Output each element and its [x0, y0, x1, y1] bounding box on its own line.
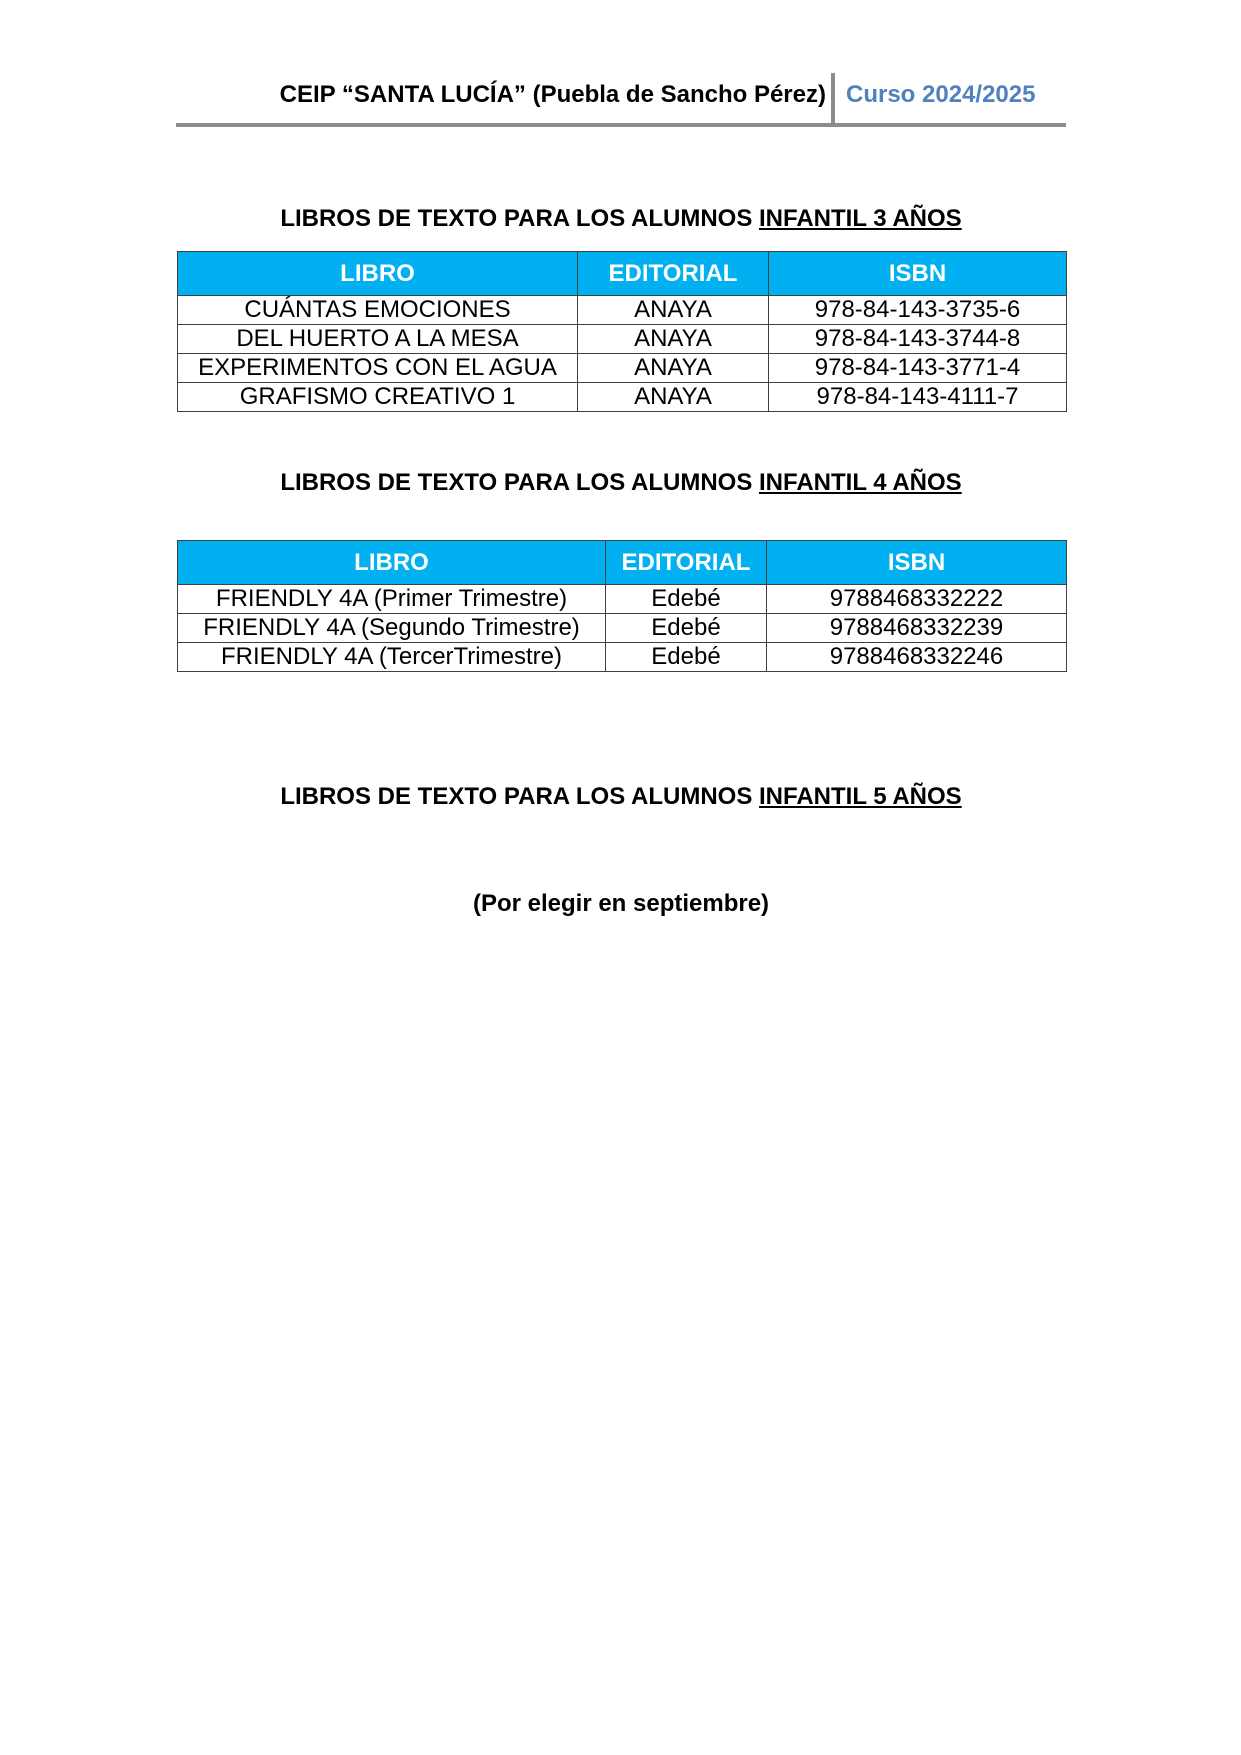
table-row: [178, 383, 1067, 412]
cell-isbn: 9788468332222: [767, 585, 1067, 614]
cell-editorial: Edebé: [606, 643, 767, 672]
cell-isbn: 978-84-143-3744-8: [769, 325, 1067, 354]
section-title-prefix: LIBROS DE TEXTO PARA LOS ALUMNOS: [280, 469, 759, 496]
table-row: [178, 643, 1067, 672]
table-row: [178, 354, 1067, 383]
section-level: INFANTIL 3 AÑOS: [759, 205, 962, 232]
cell-editorial: ANAYA: [578, 325, 769, 354]
pending-selection-note: (Por elegir en septiembre): [472, 890, 770, 917]
cell-isbn: 9788468332246: [767, 643, 1067, 672]
cell-isbn: 978-84-143-4111-7: [769, 383, 1067, 412]
cell-libro: FRIENDLY 4A (TercerTrimestre): [178, 643, 606, 672]
column-header-isbn: ISBN: [769, 252, 1067, 296]
section-title-infantil-3: [176, 205, 1066, 233]
column-header-libro: LIBRO: [178, 541, 606, 585]
page-header: [176, 73, 1066, 127]
books-table-infantil-4: [177, 540, 1067, 672]
column-header-editorial: EDITORIAL: [578, 252, 769, 296]
section-title-infantil-4: [176, 469, 1066, 497]
cell-libro: DEL HUERTO A LA MESA: [178, 325, 578, 354]
cell-libro: FRIENDLY 4A (Primer Trimestre): [178, 585, 606, 614]
cell-editorial: ANAYA: [578, 383, 769, 412]
table-row: [178, 325, 1067, 354]
section-title-prefix: LIBROS DE TEXTO PARA LOS ALUMNOS: [280, 205, 759, 232]
table-row: [178, 585, 1067, 614]
books-table-infantil-3: [177, 251, 1067, 412]
column-header-libro: LIBRO: [178, 252, 578, 296]
column-header-isbn: ISBN: [767, 541, 1067, 585]
cell-editorial: ANAYA: [578, 354, 769, 383]
section-title-prefix: LIBROS DE TEXTO PARA LOS ALUMNOS: [280, 783, 759, 810]
cell-libro: FRIENDLY 4A (Segundo Trimestre): [178, 614, 606, 643]
cell-isbn: 9788468332239: [767, 614, 1067, 643]
section-level: INFANTIL 5 AÑOS: [759, 783, 962, 810]
header-divider: [831, 73, 835, 123]
cell-editorial: Edebé: [606, 585, 767, 614]
section-title-infantil-5: [176, 783, 1066, 811]
table-row: [178, 296, 1067, 325]
course-year: Curso 2024/2025: [846, 81, 1036, 108]
cell-isbn: 978-84-143-3771-4: [769, 354, 1067, 383]
school-name: CEIP “SANTA LUCÍA” (Puebla de Sancho Pérez): [279, 81, 826, 108]
table-row: [178, 614, 1067, 643]
cell-libro: EXPERIMENTOS CON EL AGUA: [178, 354, 578, 383]
column-header-editorial: EDITORIAL: [606, 541, 767, 585]
cell-isbn: 978-84-143-3735-6: [769, 296, 1067, 325]
cell-editorial: Edebé: [606, 614, 767, 643]
table-header-row: [178, 541, 1067, 585]
table-header-row: [178, 252, 1067, 296]
cell-libro: CUÁNTAS EMOCIONES: [178, 296, 578, 325]
cell-editorial: ANAYA: [578, 296, 769, 325]
section-level: INFANTIL 4 AÑOS: [759, 469, 962, 496]
cell-libro: GRAFISMO CREATIVO 1: [178, 383, 578, 412]
